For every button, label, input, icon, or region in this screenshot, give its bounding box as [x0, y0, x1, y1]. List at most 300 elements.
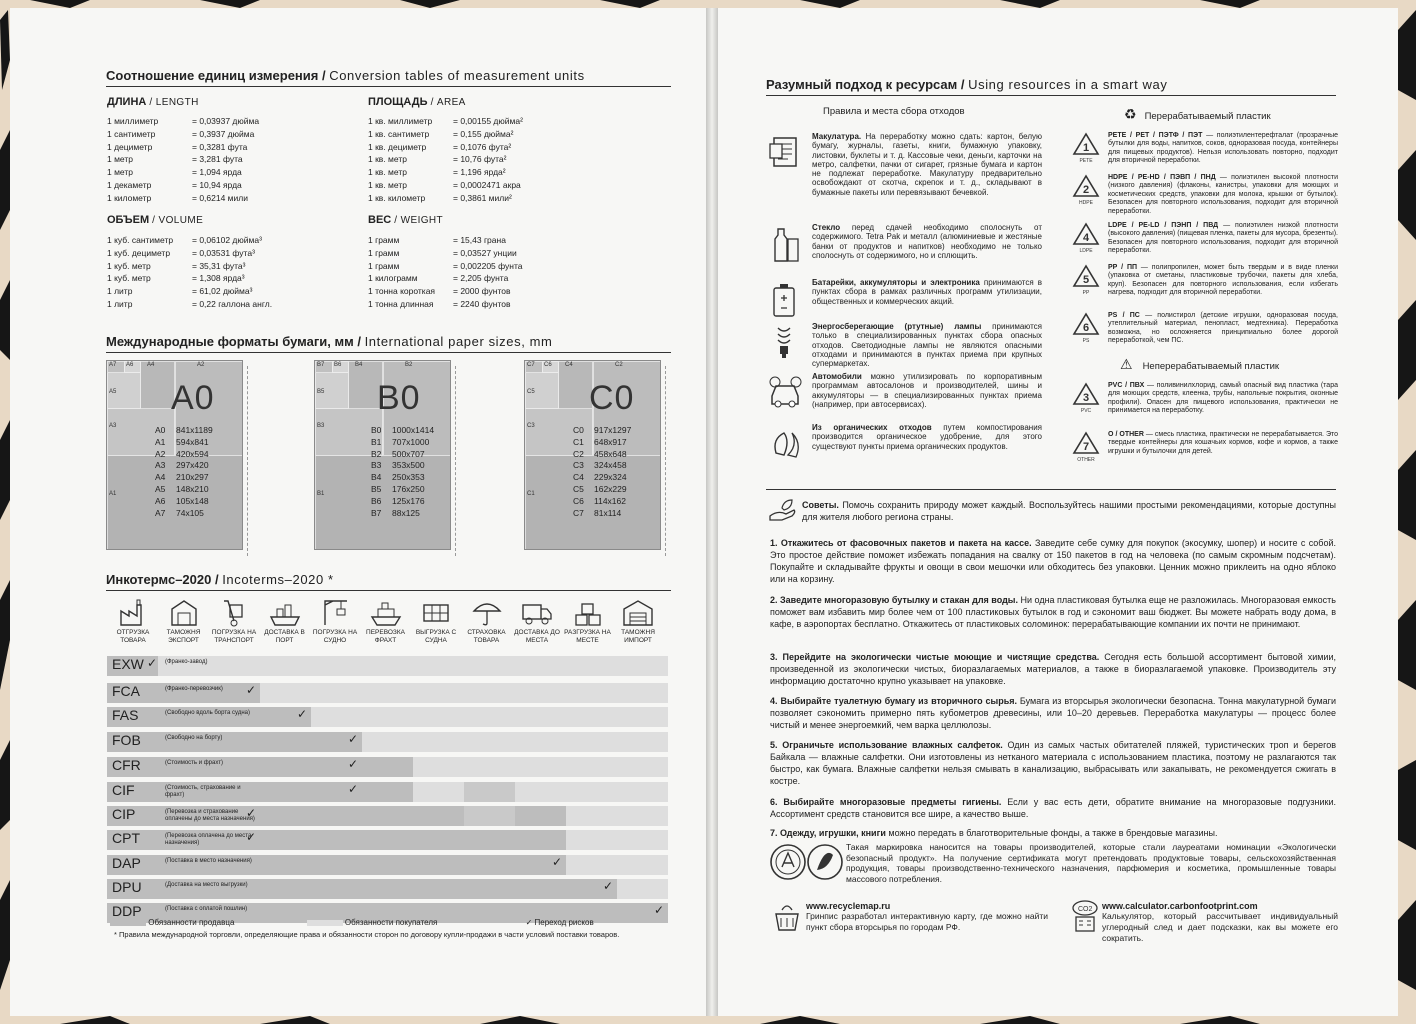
- plastic-entry: [1108, 264, 1338, 298]
- battery-icon: [768, 280, 802, 318]
- paper-size-code: A2: [155, 448, 166, 459]
- incoterms-column-label: ПЕРЕВОЗКА ФРАХТ: [366, 629, 405, 644]
- incoterms-column: [613, 597, 663, 645]
- weight-unit: 1 тонна длинная: [368, 298, 434, 309]
- paper-size-code: A3: [155, 460, 166, 471]
- tip-text: Ни одна пластиковая бутылка еще не разложилась. Многоразовая емкость поможет вам избавить мир более чем от 100 пластиковых бутылок в год и сэкономит ваш бюджет. Вы можете набрать воду дома, в кафе, в аэропортах бесплатно. Откажитесь от пластиковых соломинок: перерабатывающие компании их почти не принимают.: [770, 595, 1336, 629]
- svg-text:4: 4: [1082, 232, 1090, 244]
- svg-text:PVC: PVC: [1080, 408, 1092, 414]
- incoterm-code: DPU: [112, 879, 142, 895]
- paper-size-label: B7: [317, 362, 325, 368]
- volume-unit: 1 литр: [107, 298, 133, 309]
- area-unit: 1 кв. километр: [368, 192, 426, 203]
- tip-item: [770, 652, 1336, 688]
- plastic-entry: [1108, 222, 1338, 256]
- risk-transfer-check: ✓: [297, 707, 308, 721]
- paper-size-code: C0: [573, 425, 584, 435]
- incoterms-column: [310, 597, 360, 645]
- paper-size-row: [371, 425, 434, 437]
- tip-title: 7. Одежду, игрушки, книги: [770, 828, 886, 838]
- incoterm-code: CIP: [112, 806, 136, 822]
- paper-size-label: A3: [109, 423, 117, 429]
- paper-size-label: C6: [544, 362, 552, 368]
- paper-size-dims: 353x500: [392, 460, 425, 471]
- risk-transfer-check: ✓: [348, 732, 359, 746]
- tip-text: Один из самых частых обитателей пляжей, туристических троп и берегов Байкала — влажные салфетки. Они изготовлены из нетканого материала с использованием пластика, поэтому не разлагаются так быстро, как бумага. Влажные салфетки нельзя смывать в канализацию, выбрасывать или закапывать, не рекомендуется сжигать в костре.: [770, 740, 1336, 786]
- paper-size-dims: 176x250: [392, 483, 425, 494]
- volume-unit: 1 куб. дециметр: [107, 247, 171, 258]
- plastic-title: ♻ Перерабатываемый пластик: [1124, 106, 1271, 122]
- paper-size-row: [371, 484, 434, 496]
- weight-heading: ВЕС / WEIGHT: [368, 214, 444, 226]
- incoterms-row-cip: [107, 806, 668, 826]
- incoterm-description: (Поставка в место назначения): [165, 858, 252, 864]
- paper-size-dims: 125x176: [392, 495, 425, 506]
- warning-icon: ⚠: [1120, 356, 1133, 372]
- incoterms-column-label: РАЗГРУЗКА НА МЕСТЕ: [564, 629, 611, 644]
- resin-code-6-icon: [1072, 312, 1100, 344]
- incoterms-legend: [110, 918, 594, 927]
- volume-row: [107, 285, 272, 298]
- risk-transfer-check: ✓: [603, 879, 614, 893]
- tip-text: Бумага из вторсырья экологически безопасна. Тонна макулатурной бумаги позволяет сэкономить примерно пять кубометров древесины, или 10–20 деревьев. Переработка макулатуры — процесс более чистый и менее энергоемкий, чем варка целлюлозы.: [770, 696, 1336, 730]
- tip-text: Если у вас есть дети, обратите внимание на многоразовые подгузники. Ассортимент средств становится все шире, а качество выше.: [770, 797, 1336, 819]
- resin-code-7-icon: [1072, 431, 1100, 463]
- paper-size-row: [155, 484, 213, 496]
- paper-size-dims: 162x229: [594, 483, 627, 494]
- incoterms-row-dpu: [107, 879, 668, 899]
- tip-title: 5. Ограничьте использование влажных салфеток.: [770, 740, 1003, 750]
- incoterms-column: [411, 597, 461, 645]
- paper-size-label: B4: [355, 362, 363, 368]
- paper-size-code: C2: [573, 448, 584, 459]
- paper-size-code: C7: [573, 507, 584, 518]
- paper-size-row: [573, 437, 631, 449]
- plastic-entry-bold: PS / ПС: [1108, 312, 1140, 319]
- paper-size-row: [371, 508, 434, 520]
- paper-size-dims: 841x1189: [176, 425, 213, 435]
- length-unit: 1 сантиметр: [107, 128, 156, 139]
- weight-value: = 15,43 грана: [453, 235, 506, 245]
- svg-text:5: 5: [1082, 274, 1090, 286]
- paper-size-label: C1: [527, 491, 535, 497]
- incoterms-row-cif: [107, 782, 668, 802]
- title-rule: [106, 86, 671, 87]
- recycle-icon: ♻: [1124, 106, 1137, 122]
- paper-size-code: C6: [573, 495, 584, 506]
- incoterms-column-label: ТАМОЖНЯ ЭКСПОРТ: [166, 629, 201, 644]
- svg-text:3: 3: [1082, 392, 1090, 404]
- paper-size-row: [155, 449, 213, 461]
- nonplastic-title: ⚠ Неперерабатываемый пластик: [1120, 356, 1280, 372]
- paper-size-label: A6: [126, 362, 134, 368]
- paper-size-dims: 229x324: [594, 472, 627, 483]
- incoterms-column-label: ВЫГРУЗКА С СУДНА: [415, 629, 457, 644]
- weight-row: [368, 298, 523, 311]
- hand-leaf-icon: [768, 498, 798, 522]
- volume-value: = 0,03531 фута³: [192, 247, 255, 258]
- length-unit: 1 километр: [107, 192, 152, 203]
- hand-truck-icon: [209, 597, 259, 627]
- factory-icon: [108, 597, 158, 627]
- area-row: [368, 153, 523, 166]
- incoterm-description: (Франко-завод): [165, 659, 208, 665]
- incoterms-title: Инкотермс–2020 / Incoterms–2020 *: [106, 572, 334, 587]
- length-unit: 1 декаметр: [107, 179, 152, 190]
- length-value: = 1,094 ярда: [192, 167, 242, 178]
- volume-row: [107, 298, 272, 311]
- weight-unit: 1 грамм: [368, 235, 400, 245]
- waste-entry-bold: Макулатура.: [812, 132, 862, 141]
- weight-unit: 1 тонна короткая: [368, 286, 436, 297]
- tip-item: [770, 595, 1336, 631]
- volume-value: = 0,06102 дюйма³: [192, 235, 262, 245]
- incoterms-column-label: ПОГРУЗКА НА СУДНО: [312, 629, 358, 644]
- length-row: [107, 166, 259, 179]
- volume-unit: 1 куб. сантиметр: [107, 235, 174, 245]
- paper-size-row: [155, 460, 213, 472]
- tip-item: [770, 538, 1336, 586]
- paper-size-dims: 420x594: [176, 448, 209, 459]
- responsibility-segment: [107, 757, 413, 777]
- volume-unit: 1 куб. метр: [107, 273, 151, 284]
- paper-size-code: B1: [371, 436, 382, 447]
- conversion-title-en: Conversion tables of measurement units: [329, 68, 585, 83]
- paper-size-row: [371, 437, 434, 449]
- unloading-icon: [411, 597, 461, 627]
- buyer-swatch: [307, 920, 343, 926]
- length-unit: 1 миллиметр: [107, 116, 159, 126]
- paper-size-label: A4: [147, 362, 155, 368]
- paper-size-row: [371, 496, 434, 508]
- paper-title: Международные форматы бумаги, мм / International paper sizes, mm: [106, 334, 553, 349]
- incoterms-row-fca: [107, 683, 668, 703]
- incoterm-description: (Поставка с оплатой пошлин): [165, 906, 248, 912]
- length-value: = 0,3937 дюйма: [192, 128, 255, 139]
- paper-size-code: C3: [573, 460, 584, 471]
- incoterm-code: FCA: [112, 683, 140, 699]
- incoterm-description: (Стоимость и фрахт): [165, 760, 224, 766]
- incoterms-column-label: СТРАХОВКА ТОВАРА: [467, 629, 506, 644]
- lamp-icon: [768, 324, 802, 362]
- paper-size-dims: 458x648: [594, 448, 627, 459]
- weight-row: [368, 247, 523, 260]
- paper-size-table: [371, 425, 434, 519]
- svg-text:HDPE: HDPE: [1079, 200, 1093, 206]
- car-icon: [768, 374, 802, 412]
- paper-size-code: A0: [155, 425, 166, 435]
- incoterms-row-cfr: [107, 757, 668, 777]
- waste-entry-text: перед сдачей необходимо сполоснуть от содержимого. Tetra Pak и металл (алюминиевые и жестяные банки от продуктов и напитков) необходимо не только сполоснуть от содержимого, но и сплющить.: [812, 223, 1042, 260]
- incoterm-description: (Перевозка и страхование оплачены до места назначения): [165, 809, 255, 822]
- tip-text: Сегодня есть большой ассортимент бытовой химии, произведенной из экологически чистых, биоразлагаемых материалов, а также в биоразлагаемой упаковке. Производитель эту информацию достаточно крупно указывает на упаковке.: [770, 652, 1336, 686]
- length-heading: ДЛИНА / LENGTH: [107, 96, 199, 108]
- incoterm-description: (Перевозка оплачена до места назначения): [165, 833, 252, 846]
- umbrella-icon: [462, 597, 512, 627]
- boxes-icon: [563, 597, 613, 627]
- incoterm-description: (Стоимость, страхование и фрахт): [165, 785, 241, 798]
- incoterm-description: (Свободно на борту): [165, 735, 223, 741]
- area-row: [368, 128, 523, 141]
- area-value: = 0,00155 дюйма²: [453, 116, 523, 126]
- paper-size-dims: 74x105: [176, 507, 204, 518]
- volume-value: = 0,22 галлона англ.: [192, 298, 273, 309]
- waste-entry-bold: Батарейки, аккумуляторы и электроника: [812, 278, 980, 287]
- area-unit: 1 кв. метр: [368, 179, 407, 190]
- incoterms-column: [209, 597, 259, 645]
- plastic-entry-bold: PETE / PET / ПЭТФ / ПЭТ: [1108, 132, 1203, 139]
- plastic-entry: [1108, 431, 1338, 456]
- risk-transfer-check: ✓: [246, 830, 257, 844]
- incoterm-description: (Доставка на место выгрузки): [165, 882, 248, 888]
- paper-big-label: B0: [377, 379, 421, 417]
- left-page: [10, 8, 708, 1016]
- area-value: = 0,1076 фута²: [453, 141, 512, 152]
- area-value: = 10,76 фута²: [453, 154, 507, 165]
- paper-size-row: [573, 508, 631, 520]
- incoterm-description: (Свободно вдоль борта судна): [165, 710, 250, 716]
- paper-size-code: B6: [371, 495, 382, 506]
- recycle-basket-icon: [772, 900, 802, 932]
- resin-code-1-icon: [1072, 132, 1100, 164]
- incoterms-column: [260, 597, 310, 645]
- tip-item: [770, 797, 1336, 821]
- waste-entry-bold: Из органических отходов: [812, 423, 932, 432]
- paper-size-code: B3: [371, 460, 382, 471]
- tips-rule: [766, 489, 1336, 490]
- waste-entry-bold: Стекло: [812, 223, 841, 232]
- paper-size-row: [573, 472, 631, 484]
- truck-icon: [512, 597, 562, 627]
- tip-text: Заведите себе сумку для покупок (экосумку, шопер) и носите с собой. Это простое действие поможет избежать попадания на свалку от 150 пакетов в год на человека (по самым скромным подсчетам). Покупайте и складывайте фрукты и овощи в свои мешочки или обходитесь без упаковки. Ценник можно приклеить на одно яблоко или на корзину.: [770, 538, 1336, 584]
- area-row: [368, 192, 523, 205]
- svg-text:1: 1: [1082, 142, 1090, 154]
- right-page: [716, 8, 1398, 1016]
- resin-code-4-icon: [1072, 222, 1100, 254]
- area-value: = 1,196 ярда²: [453, 167, 506, 178]
- resin-code-2-icon: [1072, 174, 1100, 206]
- paper-size-code: B7: [371, 507, 382, 518]
- incoterms-column: [159, 597, 209, 645]
- crane-icon: [310, 597, 360, 627]
- length-row: [107, 115, 259, 128]
- paper-diagram-C0: [524, 360, 661, 550]
- length-row: [107, 153, 259, 166]
- paper-size-label: C7: [527, 362, 535, 368]
- incoterms-row-cpt: [107, 830, 668, 850]
- paper-size-dims: 648x917: [594, 436, 627, 447]
- weight-table: [368, 234, 523, 311]
- risk-transfer-check: ✓: [246, 806, 257, 820]
- weight-row: [368, 260, 523, 273]
- plastic-entry-bold: O / OTHER: [1108, 431, 1144, 438]
- length-value: = 10,94 ярда: [192, 179, 242, 190]
- plastic-entry-bold: PVC / ПВХ: [1108, 382, 1145, 389]
- volume-heading: ОБЪЕМ / VOLUME: [107, 214, 204, 226]
- volume-unit: 1 литр: [107, 286, 133, 297]
- tip-title: 2. Заведите многоразовую бутылку и стакан для воды.: [770, 595, 1018, 605]
- paper-shadow: [452, 366, 456, 556]
- risk-transfer-check: ✓: [246, 683, 257, 697]
- paper-size-row: [155, 472, 213, 484]
- paper-size-code: B2: [371, 448, 382, 459]
- port-icon: [260, 597, 310, 627]
- waste-entry-bold: Энергосберегающие (ртутные) лампы: [812, 322, 982, 331]
- incoterms-row-fob: [107, 732, 668, 752]
- area-value: = 0,155 дюйма²: [453, 128, 514, 139]
- length-table: [107, 115, 259, 205]
- paper-size-row: [573, 484, 631, 496]
- eco-mark-icons: [770, 843, 844, 881]
- resin-code-5-icon: [1072, 264, 1100, 296]
- waste-entry: [812, 423, 1042, 451]
- tip-title: 1. Откажитесь от фасовочных пакетов и пакета на кассе.: [770, 538, 1032, 548]
- risk-transfer-check: ✓: [552, 855, 563, 869]
- volume-unit: 1 куб. метр: [107, 260, 151, 271]
- svg-text:7: 7: [1082, 441, 1090, 453]
- volume-row: [107, 272, 272, 285]
- conversion-title: Соотношение единиц измерения / Conversion tables of measurement units: [106, 68, 585, 83]
- paper-size-row: [573, 496, 631, 508]
- paper-size-dims: 210x297: [176, 472, 209, 483]
- paper-size-label: A7: [109, 362, 117, 368]
- paper-size-code: C4: [573, 472, 584, 483]
- risk-transfer-check: ✓: [147, 656, 158, 670]
- paper-shadow: [662, 366, 666, 556]
- paper-size-label: B5: [317, 389, 325, 395]
- customs-icon: [159, 597, 209, 627]
- length-value: = 0,6214 мили: [192, 192, 248, 203]
- conversion-title-ru: Соотношение единиц измерения: [106, 68, 319, 83]
- paper-size-dims: 707x1000: [392, 436, 430, 447]
- length-unit: 1 метр: [107, 154, 133, 165]
- waste-entry: [812, 132, 1042, 197]
- paper-size-dims: 88x125: [392, 507, 420, 518]
- paper-size-code: B5: [371, 483, 382, 494]
- area-heading: ПЛОЩАДЬ / AREA: [368, 96, 466, 108]
- volume-row: [107, 247, 272, 260]
- carbon-calculator-link[interactable]: www.calculator.carbonfootprint.com: [1102, 901, 1258, 911]
- paper-size-code: A7: [155, 507, 166, 518]
- plastic-entry-text: — поливинилхлорид, самый опасный вид пластика (тара для моющих средств, клеенка, трубы, напольные покрытия, оконные профили). Опасен для пищевого использования, практически не принимается на переработку.: [1108, 382, 1338, 415]
- waste-entry: [812, 278, 1042, 306]
- weight-row: [368, 285, 523, 298]
- paper-size-table: [573, 425, 631, 519]
- paper-size-dims: 594x841: [176, 436, 209, 447]
- paper-diagram-A0: [106, 360, 243, 550]
- incoterm-code: FAS: [112, 707, 139, 723]
- paper-size-label: C4: [565, 362, 573, 368]
- risk-transfer-check: ✓: [348, 757, 359, 771]
- svg-text:6: 6: [1082, 322, 1090, 334]
- incoterm-code: CIF: [112, 782, 135, 798]
- risk-transfer-check: ✓: [348, 782, 359, 796]
- paper-size-dims: 114x162: [594, 495, 626, 506]
- incoterms-row-exw: [107, 656, 668, 676]
- paper-size-row: [155, 496, 213, 508]
- area-row: [368, 115, 523, 128]
- paper-big-label: C0: [589, 379, 635, 417]
- tip-text: можно передать в благотворительные фонды, а также в брендовые магазины.: [885, 828, 1218, 838]
- plastic-entry-text: — полиэтилен низкой плотности (высокого давления) (пищевая пленка, пакеты для мусора, брезенты). Безопасен для повторного использования, подходит для вторичной переработки.: [1108, 222, 1338, 255]
- resources-title: Разумный подход к ресурсам / Using resources in a smart way: [766, 77, 1168, 92]
- paper-size-code: A6: [155, 495, 166, 506]
- length-value: = 0,03937 дюйма: [192, 116, 260, 126]
- plastic-entry-bold: LDPE / PE-LD / ПЭНП / ПВД: [1108, 222, 1219, 229]
- paper-size-row: [155, 437, 213, 449]
- length-unit: 1 метр: [107, 167, 133, 178]
- paper-diagram-B0: [314, 360, 451, 550]
- paper-size-row: [573, 425, 631, 437]
- recyclemap-block: [806, 901, 1048, 933]
- incoterms-column-label: ТАМОЖНЯ ИМПОРТ: [621, 629, 655, 644]
- paper-size-label: A5: [109, 389, 117, 395]
- weight-value: = 2000 фунтов: [453, 286, 511, 297]
- paper-size-code: C1: [573, 436, 584, 447]
- plastic-entry-text: — полистирол (детские игрушки, одноразовая посуда, утеплительный материал, пенопласт, медтехника). Переработка возможна, но осложняется принципиально более дорогой переработкой, чем ПС.: [1108, 312, 1338, 345]
- paper-size-dims: 105x148: [176, 495, 209, 506]
- paper-size-row: [371, 460, 434, 472]
- responsibility-segment: [464, 782, 515, 802]
- length-row: [107, 179, 259, 192]
- paper-size-row: [155, 508, 213, 520]
- recyclemap-text: Гринпис разработал интерактивную карту, где можно найти пункт сбора вторсырья по городам РФ.: [806, 911, 1048, 932]
- volume-value: = 1,308 ярда³: [192, 273, 245, 284]
- length-row: [107, 128, 259, 141]
- length-value: = 0,3281 фута: [192, 141, 248, 152]
- incoterms-column-label: ДОСТАВКА В ПОРТ: [264, 629, 305, 644]
- ship-icon: [361, 597, 411, 627]
- resin-code-3-icon: [1072, 382, 1100, 414]
- paper-size-dims: 324x458: [594, 460, 627, 471]
- paper-size-dims: 917x1297: [594, 425, 632, 435]
- incoterm-code: CFR: [112, 757, 141, 773]
- tips-intro: Советы. Помочь сохранить природу может каждый. Воспользуйтесь нашими простыми рекомендациями, которые доступны для жителя любого региона страны.: [802, 500, 1336, 522]
- length-unit: 1 дециметр: [107, 141, 153, 152]
- paper-size-row: [573, 460, 631, 472]
- plastic-entry-text: — полипропилен, может быть твердым и в виде пленки (упаковка от сметаны, пластиковые трубочки, пакеты для хлеба, круп). Безопасен для повторного использования, если избегать нагрева, подходит для вторичной переработки.: [1108, 264, 1338, 297]
- svg-text:2: 2: [1082, 184, 1090, 196]
- incoterms-footnote: * Правила международной торговли, определяющие права и обязанности сторон по договору купли-продажи в части условий поставки товаров.: [114, 930, 620, 939]
- paper-shadow: [244, 366, 248, 556]
- svg-text:LDPE: LDPE: [1079, 248, 1093, 254]
- paper-size-code: C5: [573, 483, 584, 494]
- svg-text:PETE: PETE: [1079, 158, 1093, 164]
- area-unit: 1 кв. сантиметр: [368, 128, 430, 139]
- plastic-entry: [1108, 312, 1338, 346]
- legend-risk: ✓ Переход рисков: [525, 918, 594, 927]
- legend-buyer: Обязанности покупателя: [344, 918, 438, 927]
- incoterm-code: CPT: [112, 830, 140, 846]
- eco-mark-text: Такая маркировка наносится на товары производителей, которые стали лауреатами номинации «Экологически безопасный продукт». На получение сертификата могут претендовать продуктовые товары, сельскохозяйственная продукция, товары производственно-технического назначения, парфюмерия и косметика, промышленные товары массового потребления.: [846, 842, 1336, 884]
- legend-seller: Обязанности продавца: [148, 918, 235, 927]
- plastic-entry: [1108, 382, 1338, 416]
- area-unit: 1 кв. дециметр: [368, 141, 427, 152]
- plastic-entry-text: — полиэтилентерефталат (прозрачные бутылки для воды, напитков, соков, одноразовая посуда, контейнеры для пищевых продуктов). Нельзя использовать повторно, подходит для вторичной переработки.: [1108, 132, 1338, 165]
- plastic-entry-bold: PP / ПП: [1108, 264, 1138, 271]
- incoterms-column-label: ПОГРУЗКА НА ТРАНСПОРТ: [211, 629, 257, 644]
- volume-row: [107, 260, 272, 273]
- recyclemap-link[interactable]: www.recyclemap.ru: [806, 901, 891, 911]
- area-value: = 0,3861 мили²: [453, 192, 512, 203]
- resources-rule: [766, 95, 1336, 96]
- incoterms-column: [361, 597, 411, 645]
- area-row: [368, 166, 523, 179]
- paper-rule: [106, 352, 671, 353]
- paper-size-code: A1: [155, 436, 166, 447]
- weight-value: = 2240 фунтов: [453, 298, 511, 309]
- seller-swatch: [110, 920, 146, 926]
